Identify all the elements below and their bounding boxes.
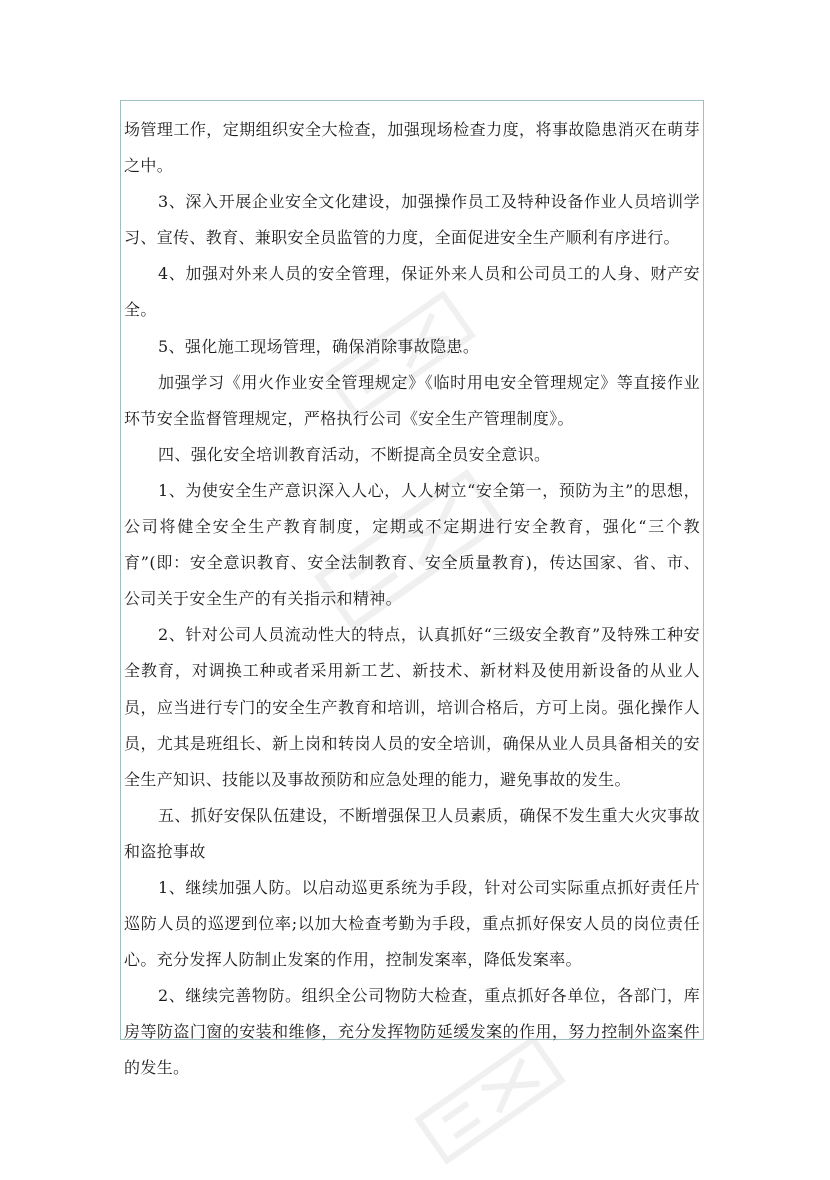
section-heading: 四、强化安全培训教育活动，不断提高全员安全意识。 <box>158 444 551 464</box>
paragraph: 1、为使安全生产意识深入人心，人人树立“安全第一，预防为主”的思想，公司将健全安全生产教育制度，定期或不定期进行安全教育，强化“三个教育”(即：安全意识教育、安全法制教育、安全质量教育)，传达国家、省、市、公司关于安全生产的有关指示和精神。 <box>124 480 700 609</box>
document-body <box>124 112 700 1087</box>
paragraph: 加强学习《用火作业安全管理规定》《临时用电安全管理规定》等直接作业环节安全监督管理规定，严格执行公司《安全生产管理制度》。 <box>124 372 700 428</box>
paragraph: 3、深入开展企业安全文化建设，加强操作员工及特种设备作业人员培训学习、宣传、教育、兼职安全员监管的力度，全面促进安全生产顺利有序进行。 <box>124 192 700 248</box>
paragraph: 2、针对公司人员流动性大的特点，认真抓好“三级安全教育”及特殊工种安全教育，对调换工种或者采用新工艺、新技术、新材料及使用新设备的从业人员，应当进行专门的安全生产教育和培训，培训合格后，方可上岗。强化操作人员，尤其是班组长、新上岗和转岗人员的安全培训，确保从业人员具备相关的安全生产知识、技能以及事故预防和应急处理的能力，避免事故的发生。 <box>124 625 700 789</box>
paragraph: 1、继续加强人防。以启动巡更系统为手段，针对公司实际重点抓好责任片巡防人员的巡逻到位率;以加大检查考勤为手段，重点抓好保安人员的岗位责任心。充分发挥人防制止发案的作用，控制发案率，降低发案率。 <box>124 877 700 970</box>
paragraph: 场管理工作，定期组织安全大检查，加强现场检查力度，将事故隐患消灭在萌芽之中。 <box>124 120 700 176</box>
paragraph: 4、加强对外来人员的安全管理，保证外来人员和公司员工的人身、财产安全。 <box>124 264 700 320</box>
section-heading: 五、抓好安保队伍建设，不断增强保卫人员素质，确保不发生重大火灾事故和盗抢事故 <box>124 805 700 861</box>
paragraph: 5、强化施工现场管理，确保消除事故隐患。 <box>158 336 480 356</box>
paragraph: 2、继续完善物防。组织全公司物防大检查，重点抓好各单位，各部门，库房等防盗门窗的安装和维修，充分发挥物防延缓发案的作用，努力控制外盗案件的发生。 <box>124 986 700 1078</box>
